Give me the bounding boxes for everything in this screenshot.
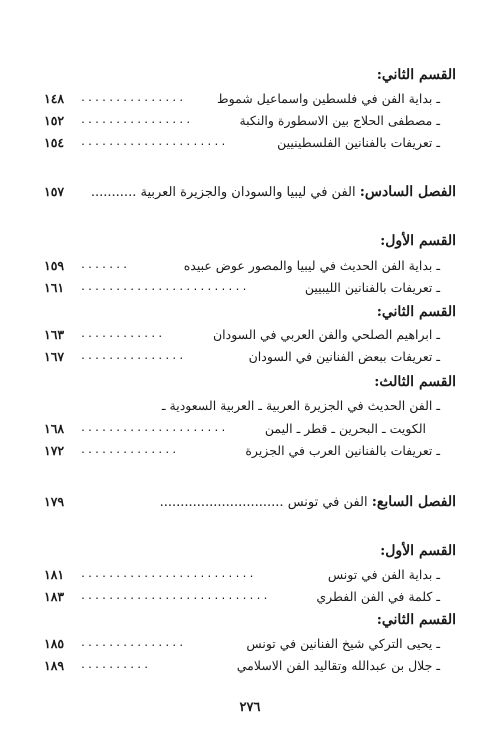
toc-entry-line <box>44 397 440 415</box>
entry-title: ـ بداية الفن في تونس <box>324 566 440 584</box>
leader-dots: ......................... <box>80 569 256 580</box>
toc-entry <box>44 134 440 152</box>
leader-dots: ....... <box>80 260 130 271</box>
chapter-label: الفصل السابع: <box>371 494 456 510</box>
section-heading: القسم الأول: <box>380 233 456 249</box>
entry-title: ـ الفن الحديث في الجزيرة العربية ـ العربية السعودية ـ <box>158 397 440 415</box>
entry-title: ـ كلمة في الفن الفطري <box>312 588 440 606</box>
page-ref: ١٥٤ <box>44 135 65 150</box>
chapter-title <box>91 183 456 202</box>
leader-dots: .............................. <box>159 495 284 510</box>
leader-dots: ............... <box>80 93 186 104</box>
toc-entry <box>44 635 440 653</box>
entry-title: ـ تعريفات ببعض الفنانين في السودان <box>245 348 440 366</box>
entry-title: ـ بداية الفن الحديث في ليبيا والمصور عوض عبيده <box>180 257 440 275</box>
entry-title: ـ تعريفات بالفنانين الفلسطينيين <box>273 134 440 152</box>
page-ref: ١٦٣ <box>44 327 65 342</box>
entry-title: ـ يحيى التركي شيخ الفنانين في تونس <box>242 635 440 653</box>
leader-dots: ..................... <box>80 423 228 434</box>
entry-title: ـ مصطفى الحلاج بين الاسطورة والنكبة <box>235 112 440 130</box>
page-ref: ١٥٧ <box>44 184 65 199</box>
chapter-entry <box>44 493 456 511</box>
page-ref: ١٤٨ <box>44 91 65 106</box>
entry-title: ـ بداية الفن في فلسطين واسماعيل شموط <box>213 90 440 108</box>
entry-title: ـ تعريفات بالفنانين العرب في الجزيرة <box>241 442 440 460</box>
toc-entry <box>44 588 440 606</box>
chapter-name: الفن في ليبيا والسودان والجزيرة العربية <box>140 185 360 200</box>
chapter-label: الفصل السادس: <box>359 184 456 200</box>
toc-entry <box>44 257 440 275</box>
toc-entry <box>44 112 440 130</box>
chapter-title <box>160 493 456 512</box>
leader-dots: ............... <box>80 351 186 362</box>
toc-entry <box>44 279 440 297</box>
leader-dots: ............ <box>80 329 165 340</box>
section-heading: القسم الثالث: <box>374 374 456 390</box>
toc-entry <box>44 420 426 438</box>
page-ref: ١٨٣ <box>44 589 65 604</box>
toc-entry <box>44 90 440 108</box>
page-ref: ١٧٩ <box>44 494 65 509</box>
leader-dots: ............... <box>80 638 186 649</box>
page-number: ٢٧٦ <box>239 700 261 715</box>
leader-dots: ..................... <box>80 137 228 148</box>
entry-title: ـ ابراهيم الصلحي والفن العربي في السودان <box>209 326 440 344</box>
page-ref: ١٧٢ <box>44 443 65 458</box>
page-ref: ١٦٨ <box>44 421 65 436</box>
section-heading: القسم الثاني: <box>376 304 456 320</box>
leader-dots: .............. <box>80 445 179 456</box>
leader-dots: .......... <box>80 660 151 671</box>
leader-dots: ................ <box>80 115 193 126</box>
section-heading: القسم الثاني: <box>376 67 456 83</box>
page-ref: ١٦١ <box>44 280 65 295</box>
entry-title: ـ تعريفات بالفنانين الليبيين <box>301 279 440 297</box>
leader-dots: ........................ <box>80 282 249 293</box>
leader-dots: ........................... <box>80 591 270 602</box>
entry-title: ـ جلال بن عبدالله وتقاليد الفن الاسلامي <box>233 657 440 675</box>
section-heading: القسم الثاني: <box>376 612 456 628</box>
toc-entry <box>44 348 440 366</box>
toc-entry <box>44 566 440 584</box>
leader-dots: ........... <box>90 185 137 200</box>
page-ref: ١٥٩ <box>44 258 65 273</box>
page-ref: ١٨٥ <box>44 636 65 651</box>
page-ref: ١٥٢ <box>44 113 65 128</box>
toc-entry <box>44 657 440 675</box>
toc-entry <box>44 442 440 460</box>
page-ref: ١٦٧ <box>44 349 65 364</box>
page-ref: ١٨٩ <box>44 658 65 673</box>
page-ref: ١٨١ <box>44 567 65 582</box>
toc-entry <box>44 326 440 344</box>
chapter-name: الفن في تونس <box>287 495 372 510</box>
chapter-entry <box>44 183 456 201</box>
entry-title: الكويت ـ البحرين ـ قطر ـ اليمن <box>261 420 426 438</box>
section-heading: القسم الأول: <box>380 543 456 559</box>
